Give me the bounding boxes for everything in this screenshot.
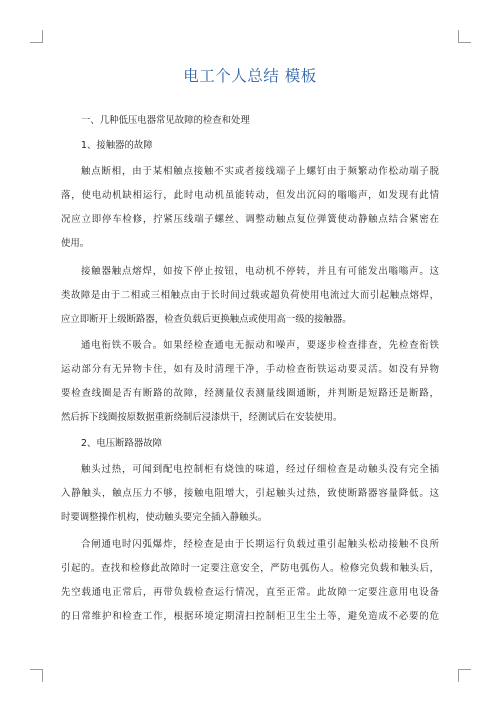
paragraph-line: 要检查线圈是否有断路的故障，经测量仪表测量线圈通断，并判断是短路还是断路，	[61, 388, 439, 399]
crop-mark-bottom-right	[458, 669, 471, 682]
paragraph-line: 落，使电动机缺相运行，此时电动机虽能转动，但发出沉闷的嗡嗡声，如发现有此情	[61, 190, 439, 201]
paragraph-line: 的日常维护和检查工作，根据环境定期清扫控制柜卫生尘土等，避免造成不必要的危	[61, 611, 439, 622]
paragraph-line: 运动部分有无异物卡住，如有及时清理干净，手动检查衔铁运动要灵活。如没有异物	[61, 364, 439, 375]
subsection-heading: 1、接触器的故障	[81, 140, 153, 151]
subsection-heading: 2、电压断路器故障	[81, 438, 162, 449]
paragraph-line: 触点断相，由于某相触点接触不实或者接线端子上螺钉由于频繁动作松动端子脱	[81, 166, 439, 177]
section-heading: 一、几种低压电器常见故障的检查和处理	[81, 115, 250, 126]
paragraph-line: 接触器触点熔焊，如按下停止按钮，电动机不停转，并且有可能发出嗡嗡声。这	[81, 266, 439, 277]
paragraph-line: 触头过热，可闻到配电控制柜有烧蚀的味道，经过仔细检查是动触头没有完全插	[81, 464, 439, 475]
crop-mark-bottom-left	[30, 669, 43, 682]
paragraph-line: 况应立即停车检修，拧紧压线端子螺丝、调整动触点复位弹簧使动静触点结合紧密在	[61, 214, 439, 225]
paragraph-line: 时要调整操作机构，使动触头要完全插入静触头。	[61, 512, 268, 523]
paragraph-line: 然后拆下线圈按原数据重新绕制后浸漆烘干，经测试后在安装使用。	[61, 412, 343, 423]
crop-mark-top-left	[30, 30, 43, 43]
paragraph-line: 合闸通电时闪弧爆炸，经检查是由于长期运行负载过重引起触头松动接触不良所	[81, 539, 439, 550]
paragraph-line: 通电衔铁不吸合。如果经检查通电无振动和噪声，要逐步检查排查，先检查衔铁	[81, 340, 439, 351]
paragraph-line: 先空载通电正常后，再带负载检查运行情况，直至正常。此故障一定要注意用电设备	[61, 587, 439, 598]
crop-mark-top-right	[458, 30, 471, 43]
paragraph-line: 使用。	[61, 238, 90, 249]
paragraph-line: 入静触头，触点压力不够，接触电阻增大，引起触头过热，致使断路器容量降低。这	[61, 488, 439, 499]
paragraph-line: 类故障是由于二相或三相触点由于长时间过载或超负荷使用电流过大而引起触点熔焊，	[61, 290, 439, 301]
document-title: 电工个人总结 模板	[183, 67, 317, 85]
paragraph-line: 引起的。查找和检修此故障时一定要注意安全，严防电弧伤人。检修完负载和触头后，	[61, 563, 439, 574]
paragraph-line: 应立即断开上级断路器，检查负载后更换触点或使用高一级的接触器。	[61, 314, 352, 325]
